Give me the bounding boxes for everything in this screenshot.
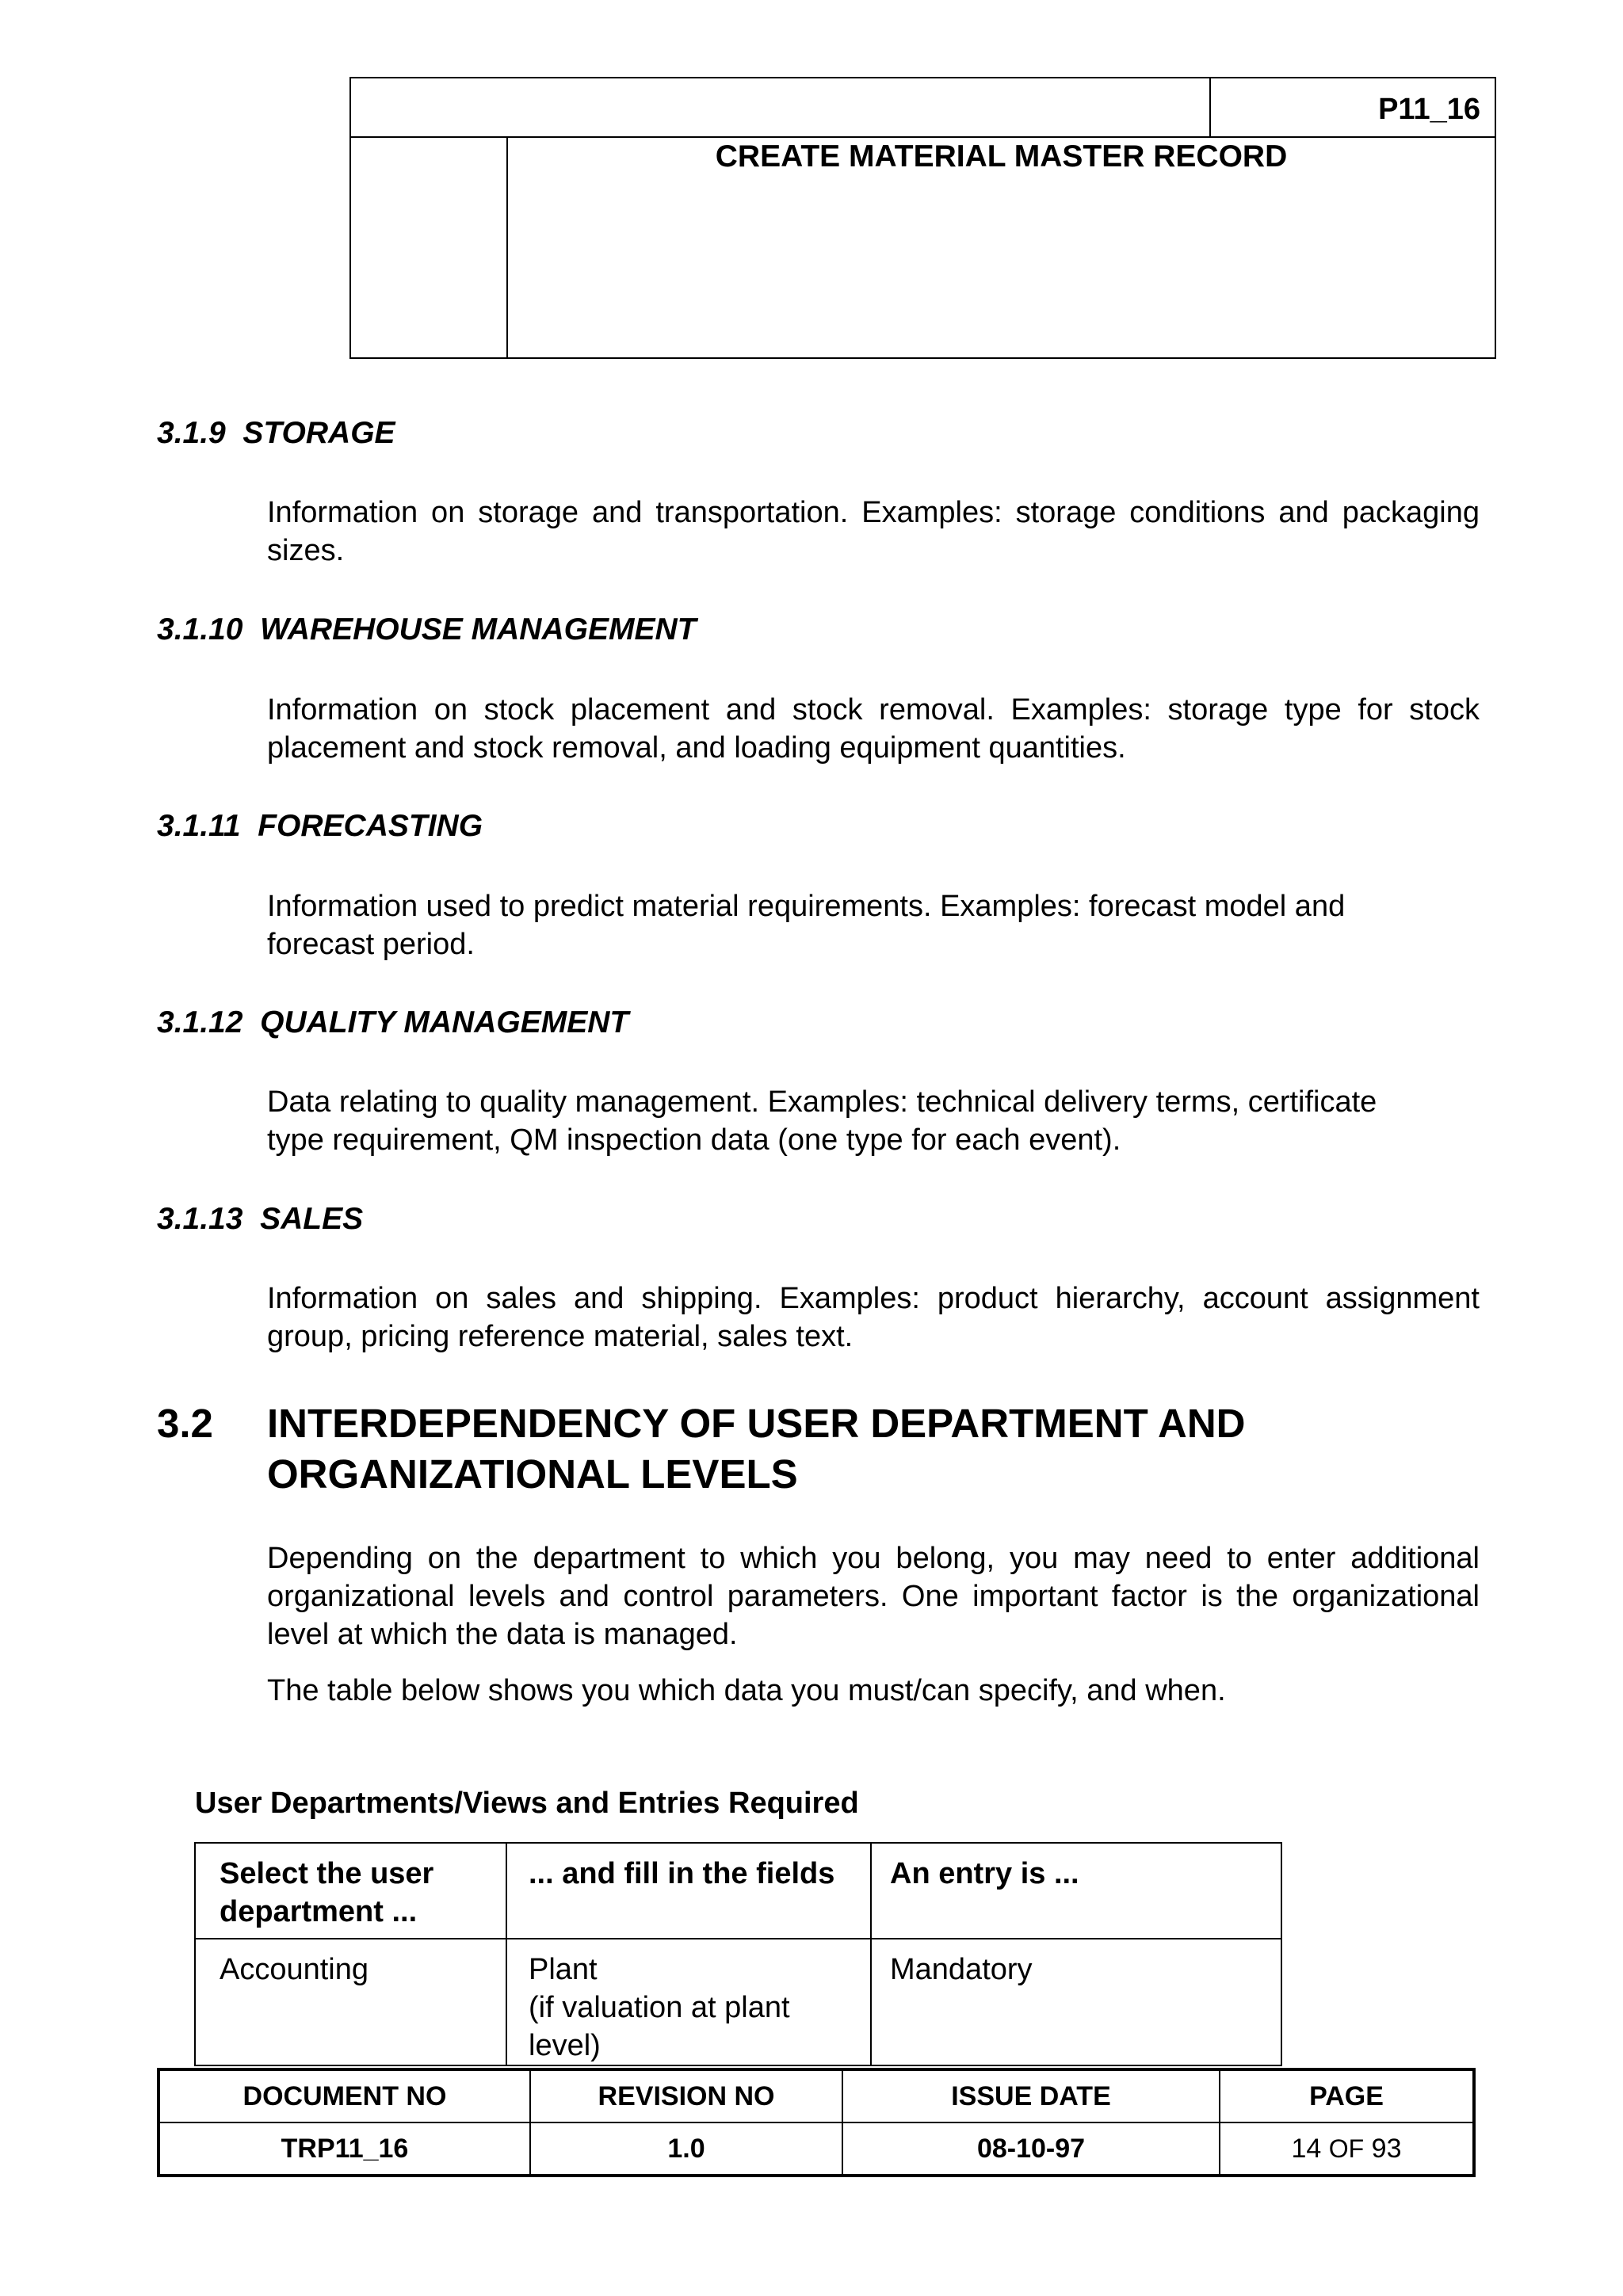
footer-value-row xyxy=(158,2122,1474,2176)
section-number: 3.1.11 xyxy=(157,809,241,843)
main-section-title-line1: INTERDEPENDENCY OF USER DEPARTMENT AND xyxy=(267,1401,1246,1446)
main-section-paragraph-2: The table below shows you which data you must/can specify, and when. xyxy=(267,1674,1226,1707)
section-number: 3.1.12 xyxy=(157,1005,243,1039)
section-text-quality-management: Data relating to quality management. Examples: technical delivery terms, certificate type requirement, QM inspection data (one type for each event). xyxy=(267,1085,1377,1157)
footer-label-document-no: DOCUMENT NO xyxy=(158,2069,530,2122)
table-cell-entry: Mandatory xyxy=(871,1939,1281,2065)
section-number: 3.1.9 xyxy=(157,416,226,450)
section-text-sales: Information on sales and shipping. Examples: product hierarchy, account assignment group, pricing reference material, sales text. xyxy=(267,1282,1480,1353)
section-heading-quality-management xyxy=(157,1005,628,1040)
table-cell-department: Accounting xyxy=(195,1939,506,2065)
table-row xyxy=(195,1939,1281,2065)
section-heading-storage xyxy=(157,416,395,451)
document-title: CREATE MATERIAL MASTER RECORD xyxy=(715,139,1288,174)
table-header-cell: Select the user department ... xyxy=(195,1843,506,1939)
page-of: OF xyxy=(1328,2134,1365,2163)
document-code: P11_16 xyxy=(1378,93,1480,126)
section-title: STORAGE xyxy=(242,416,395,450)
section-heading-warehouse-management xyxy=(157,612,696,647)
section-title: WAREHOUSE MANAGEMENT xyxy=(260,612,697,646)
footer-value-page xyxy=(1220,2122,1474,2176)
document-footer xyxy=(157,2068,1476,2177)
section-text-forecasting: Information used to predict material requirements. Examples: forecast model and forecast period. xyxy=(267,890,1346,961)
section-number: 3.1.10 xyxy=(157,612,243,646)
footer-value-revision-no: 1.0 xyxy=(530,2122,842,2176)
section-title: QUALITY MANAGEMENT xyxy=(260,1005,629,1039)
section-text-warehouse-management: Information on stock placement and stock removal. Examples: storage type for stock placement and stock removal, and loading equipment quantities. xyxy=(267,693,1480,765)
section-title: SALES xyxy=(260,1202,364,1236)
requirements-table xyxy=(194,1842,1282,2066)
page-current: 14 xyxy=(1291,2133,1322,2164)
footer-label-row xyxy=(158,2069,1474,2122)
field-name: Plant xyxy=(529,1953,598,1986)
main-section-title xyxy=(267,1398,1535,1500)
footer-value-issue-date: 08-10-97 xyxy=(842,2122,1220,2176)
section-heading-sales xyxy=(157,1202,363,1237)
header-logo-cell xyxy=(351,136,508,357)
field-note: (if valuation at plant level) xyxy=(529,1991,790,2062)
footer-label-issue-date: ISSUE DATE xyxy=(842,2069,1220,2122)
table-header-row xyxy=(195,1843,1281,1939)
page-total: 93 xyxy=(1371,2133,1402,2164)
footer-label-page: PAGE xyxy=(1220,2069,1474,2122)
section-heading-forecasting xyxy=(157,809,483,844)
table-header-cell: ... and fill in the fields xyxy=(506,1843,871,1939)
section-number: 3.1.13 xyxy=(157,1202,243,1236)
main-section-number: 3.2 xyxy=(157,1401,213,1446)
header-top-row xyxy=(351,78,1495,138)
section-text-storage: Information on storage and transportation. Examples: storage conditions and packaging sizes. xyxy=(267,496,1480,567)
footer-value-document-no: TRP11_16 xyxy=(158,2122,530,2176)
table-header-cell: An entry is ... xyxy=(871,1843,1281,1939)
document-header-box xyxy=(349,77,1496,359)
requirements-table-title: User Departments/Views and Entries Required xyxy=(195,1787,859,1820)
header-code-cell xyxy=(1209,78,1496,136)
main-section-title-line2: ORGANIZATIONAL LEVELS xyxy=(267,1451,798,1497)
table-cell-field xyxy=(506,1939,871,2065)
footer-label-revision-no: REVISION NO xyxy=(530,2069,842,2122)
main-section-paragraph-1: Depending on the department to which you belong, you may need to enter additional organizational levels and control parameters. One important factor is the organizational level at which the data is managed. xyxy=(267,1542,1480,1651)
section-title: FORECASTING xyxy=(258,809,483,843)
